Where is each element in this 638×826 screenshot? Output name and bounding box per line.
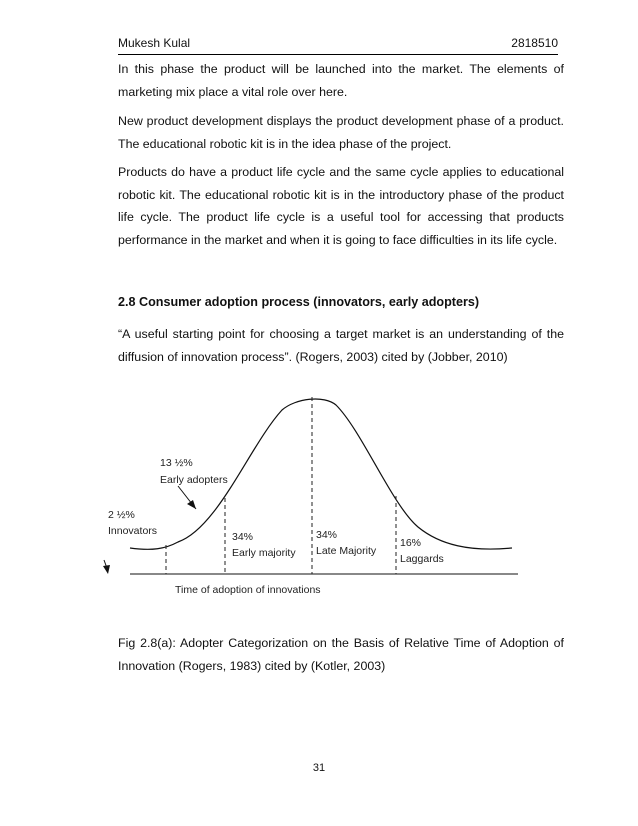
early-majority-pct: 34% xyxy=(232,531,254,543)
adoption-curve-figure xyxy=(100,385,530,600)
early-adopters-label: Early adopters xyxy=(160,474,228,486)
laggards-label: Laggards xyxy=(400,553,444,565)
early-majority-label: Early majority xyxy=(232,547,296,559)
innovators-arrowhead xyxy=(103,565,110,574)
quote-paragraph: “A useful starting point for choosing a target market is an understanding of the diffusion of innovation process”. (Rogers, 2003) cited by (Jobber, 2010) xyxy=(118,327,564,364)
paragraph-product-development: New product development displays the product development phase of a product. The educational robotic kit is in the idea phase of the project. xyxy=(118,114,564,151)
page-number: 31 xyxy=(312,762,326,774)
page-header xyxy=(118,36,558,55)
innovators-label: Innovators xyxy=(108,525,158,537)
late-majority-label: Late Majority xyxy=(316,545,377,557)
section-heading: 2.8 Consumer adoption process (innovators, early adopters) xyxy=(118,295,480,309)
figure-caption: Fig 2.8(a): Adopter Categorization on the Basis of Relative Time of Adoption of Innovation (Rogers, 1983) cited by (Kotler, 2003) xyxy=(118,636,564,673)
header-doc-number: 2818510 xyxy=(511,36,558,50)
header-author: Mukesh Kulal xyxy=(118,36,191,50)
late-majority-pct: 34% xyxy=(316,529,338,541)
innovators-pct: 2 ½% xyxy=(108,509,135,521)
paragraph-life-cycle: Products do have a product life cycle and the same cycle applies to educational robotic kit. The educational robotic kit is in the introductory phase of the product life cycle. The product life cycle is a useful tool for accessing that products performance in the market and when it is going to face difficulties in its life cycle. xyxy=(118,165,564,247)
x-axis-label: Time of adoption of innovations xyxy=(175,584,321,596)
laggards-pct: 16% xyxy=(400,537,422,549)
early-adopters-arrowhead xyxy=(187,500,196,509)
paragraph-launch-phase: In this phase the product will be launched into the market. The elements of marketing mix place a vital role over here. xyxy=(118,62,564,99)
early-adopters-pct: 13 ½% xyxy=(160,457,193,469)
